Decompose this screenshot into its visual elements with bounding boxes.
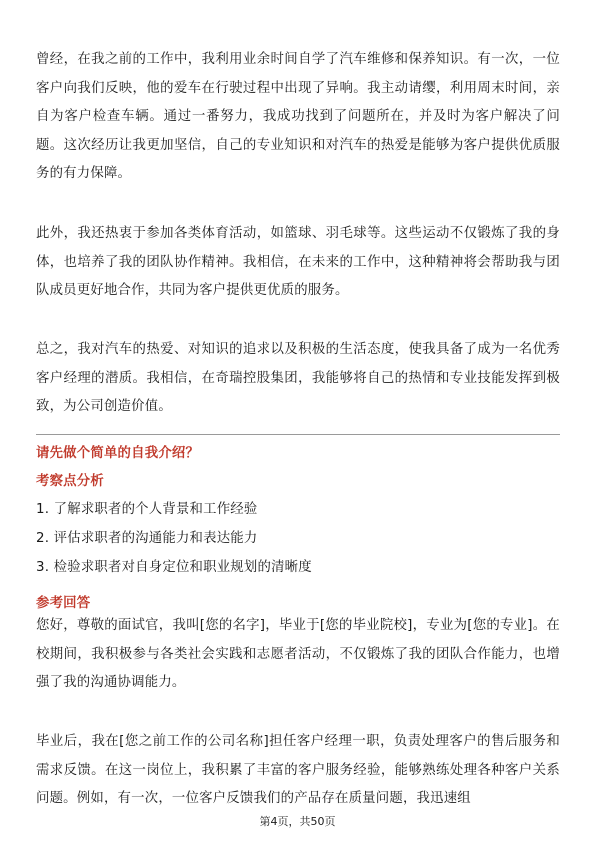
- answer-paragraph-intro: 您好，尊敬的面试官，我叫[您的名字]，毕业于[您的毕业院校]，专业为[您的专业]。在校期间，我积极参与各类社会实践和志愿者活动，不仅锻炼了我的团队合作能力，也增强了我的沟通协调能力。: [36, 618, 560, 691]
- analysis-item: 2. 评估求职者的沟通能力和表达能力: [36, 531, 258, 546]
- paragraph-car-repair-experience: 曾经，在我之前的工作中，我利用业余时间自学了汽车维修和保养知识。有一次，一位客户向我们反映，他的爱车在行驶过程中出现了异响。我主动请缨，利用周末时间，亲自为客户检查车辆。通过一番努力，我成功找到了问题所在，并及时为客户解决了问题。这次经历让我更加坚信，自己的专业知识和对汽车的热爱是能够为客户提供优质服务的有力保障。: [36, 52, 560, 182]
- analysis-item: 1. 了解求职者的个人背景和工作经验: [36, 502, 258, 517]
- analysis-item: 3. 检验求职者对自身定位和职业规划的清晰度: [36, 560, 312, 575]
- page-number-footer: 第4页，共50页: [259, 815, 336, 828]
- section-divider: [36, 434, 560, 435]
- question-title: 请先做个简单的自我介绍？: [36, 446, 200, 461]
- answer-paragraph-work: 毕业后，我在[您之前工作的公司名称]担任客户经理一职，负责处理客户的售后服务和需求反馈。在这一岗位上，我积累了丰富的客户服务经验，能够熟练处理各种客户关系问题。例如，有一次，一位客户反馈我们的产品存在质量问题，我迅速组: [36, 734, 560, 807]
- paragraph-conclusion: 总之，我对汽车的热爱、对知识的追求以及积极的生活态度，使我具备了成为一名优秀客户经理的潜质。我相信，在奇瑞控股集团，我能够将自己的热情和专业技能发挥到极致，为公司创造价值。: [36, 342, 560, 415]
- analysis-heading: 考察点分析: [36, 474, 104, 489]
- answer-heading: 参考回答: [36, 596, 91, 611]
- paragraph-sports-activities: 此外，我还热衷于参加各类体育活动，如篮球、羽毛球等。这些运动不仅锻炼了我的身体，也培养了我的团队协作精神。我相信，在未来的工作中，这种精神将会帮助我与团队成员更好地合作，共同为客户提供更优质的服务。: [36, 226, 560, 299]
